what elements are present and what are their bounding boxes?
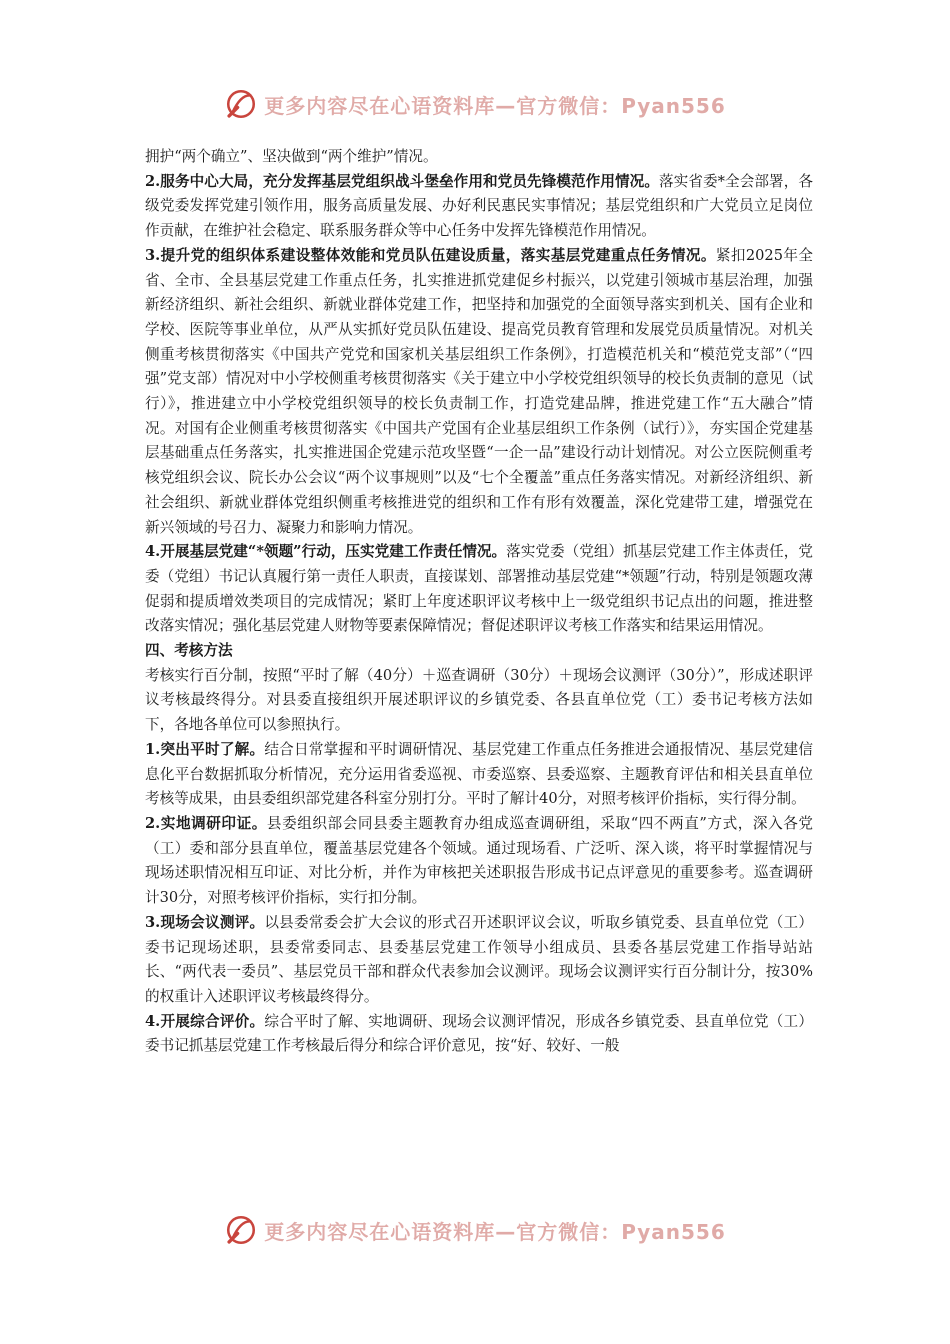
header-banner-text: 更多内容尽在心语资料库—官方微信：Pyan556: [264, 93, 726, 118]
paragraph-title: 4.开展综合评价。: [145, 1012, 265, 1030]
paragraph: [145, 1010, 813, 1059]
paragraph-title: 1.突出平时了解。: [145, 740, 265, 758]
paragraph: [145, 170, 813, 244]
header-banner: [0, 84, 950, 124]
paragraph-body: 综合平时了解、实地调研、现场会议测评情况，形成各乡镇党委、县直单位党（工）委书记抓基层党建工作考核最后得分和综合评价意见，按“好、较好、一般: [145, 1012, 813, 1055]
paragraph: [145, 911, 813, 1010]
paragraph-body: 紧扣2025年全省、全市、全县基层党建工作重点任务，扎实推进抓党建促乡村振兴，以党建引领城市基层治理，加强新经济组织、新社会组织、新就业群体党建工作，把坚持和加强党的全面领导落实到机关、国有企业和学校、医院等事业单位，从严从实抓好党员队伍建设、提高党员教育管理和发展党员质量情况。对机关侧重考核贯彻落实《中国共产党党和国家机关基层组织工作条例》，打造模范机关和“模范党支部”（“四强”党支部）情况对中小学校侧重考核贯彻落实《关于建立中小学校党组织领导的校长负责制的意见（试行）》，推进建立中小学校党组织领导的校长负责制工作，打造党建品牌，推进党建工作“五大融合”情况。对国有企业侧重考核贯彻落实《中国共产党国有企业基层组织工作条例（试行）》，夯实国企党建基层基础重点任务落实，扎实推进国企党建示范攻坚暨“一企一品”建设行动计划情况。对公立医院侧重考核党组织会议、院长办公会议“两个议事规则”以及“七个全覆盖”重点任务落实情况。对新经济组织、新社会组织、新就业群体党组织侧重考核推进党的组织和工作有形有效覆盖，深化党建带工建，增强党在新兴领域的号召力、凝聚力和影响力情况。: [145, 246, 813, 536]
section-heading: 四、考核方法: [145, 642, 233, 660]
paragraph-body: 县委组织部会同县委主题教育办组成巡查调研组，采取“四不两直”方式，深入各党（工）委和部分县直单位，覆盖基层党建各个领域。通过现场看、广泛听、深入谈，将平时掌握情况与现场述职情况相互印证、对比分析，并作为审核把关述职报告形成书记点评意见的重要参考。巡查调研计30分，对照考核评价指标，实行扣分制。: [145, 814, 813, 907]
paragraph: 考核实行百分制，按照“平时了解（40分）＋巡查调研（30分）＋现场会议测评（30分）”，形成述职评议考核最终得分。对县委直接组织开展述职评议的乡镇党委、各县直单位党（工）委书记考核方法如下，各地各单位可以参照执行。: [145, 666, 813, 734]
paragraph-body: 落实省委*全会部署，各级党委发挥党建引领作用，服务高质量发展、办好利民惠民实事情况；基层党组织和广大党员立足岗位作贡献，在维护社会稳定、联系服务群众等中心任务中发挥先锋模范作用情况。: [145, 172, 813, 240]
paragraph: 拥护“两个确立”、坚决做到“两个维护”情况。: [145, 148, 438, 165]
paragraph-body: 落实党委（党组）抓基层党建工作主体责任，党委（党组）书记认真履行第一责任人职责，直接谋划、部署推动基层党建“*领题”行动，特别是领题攻薄促弱和提质增效类项目的完成情况；紧盯上年度述职评议考核中上一级党组织书记点出的问题，推进整改落实情况；强化基层党建人财物等要素保障情况；督促述职评议考核工作落实和结果运用情况。: [145, 543, 813, 635]
paragraph: [145, 540, 813, 639]
paragraph: [145, 738, 813, 812]
paragraph-title: 3.现场会议测评。: [145, 913, 265, 931]
footer-banner-text: 更多内容尽在心语资料库—官方微信：Pyan556: [264, 1219, 726, 1244]
brand-logo-icon: [224, 1213, 258, 1247]
document-body: [145, 145, 813, 1059]
paragraph: [145, 244, 813, 540]
paragraph: [145, 812, 813, 911]
brand-logo-icon: [224, 87, 258, 121]
paragraph-title: 4.开展基层党建“*领题”行动，压实党建工作责任情况。: [145, 543, 507, 561]
paragraph-title: 2.服务中心大局，充分发挥基层党组织战斗堡垒作用和党员先锋模范作用情况。: [145, 172, 660, 190]
paragraph-title: 2.实地调研印证。: [145, 814, 267, 832]
paragraph-body: 结合日常掌握和平时调研情况、基层党建工作重点任务推进会通报情况、基层党建信息化平台数据抓取分析情况，充分运用省委巡视、市委巡察、县委巡察、主题教育评估和相关县直单位考核等成果，由县委组织部党建各科室分别打分。平时了解计40分，对照考核评价指标，实行得分制。: [145, 740, 813, 808]
footer-banner: [0, 1210, 950, 1250]
paragraph-title: 3.提升党的组织体系建设整体效能和党员队伍建设质量，落实基层党建重点任务情况。: [145, 246, 716, 264]
paragraph-body: 以县委常委会扩大会议的形式召开述职评议会议，听取乡镇党委、县直单位党（工）委书记现场述职，县委常委同志、县委基层党建工作领导小组成员、县委各基层党建工作指导站站长、“两代表一委员”、基层党员干部和群众代表参加会议测评。现场会议测评实行百分制计分，按30%的权重计入述职评议考核最终得分。: [145, 913, 813, 1005]
